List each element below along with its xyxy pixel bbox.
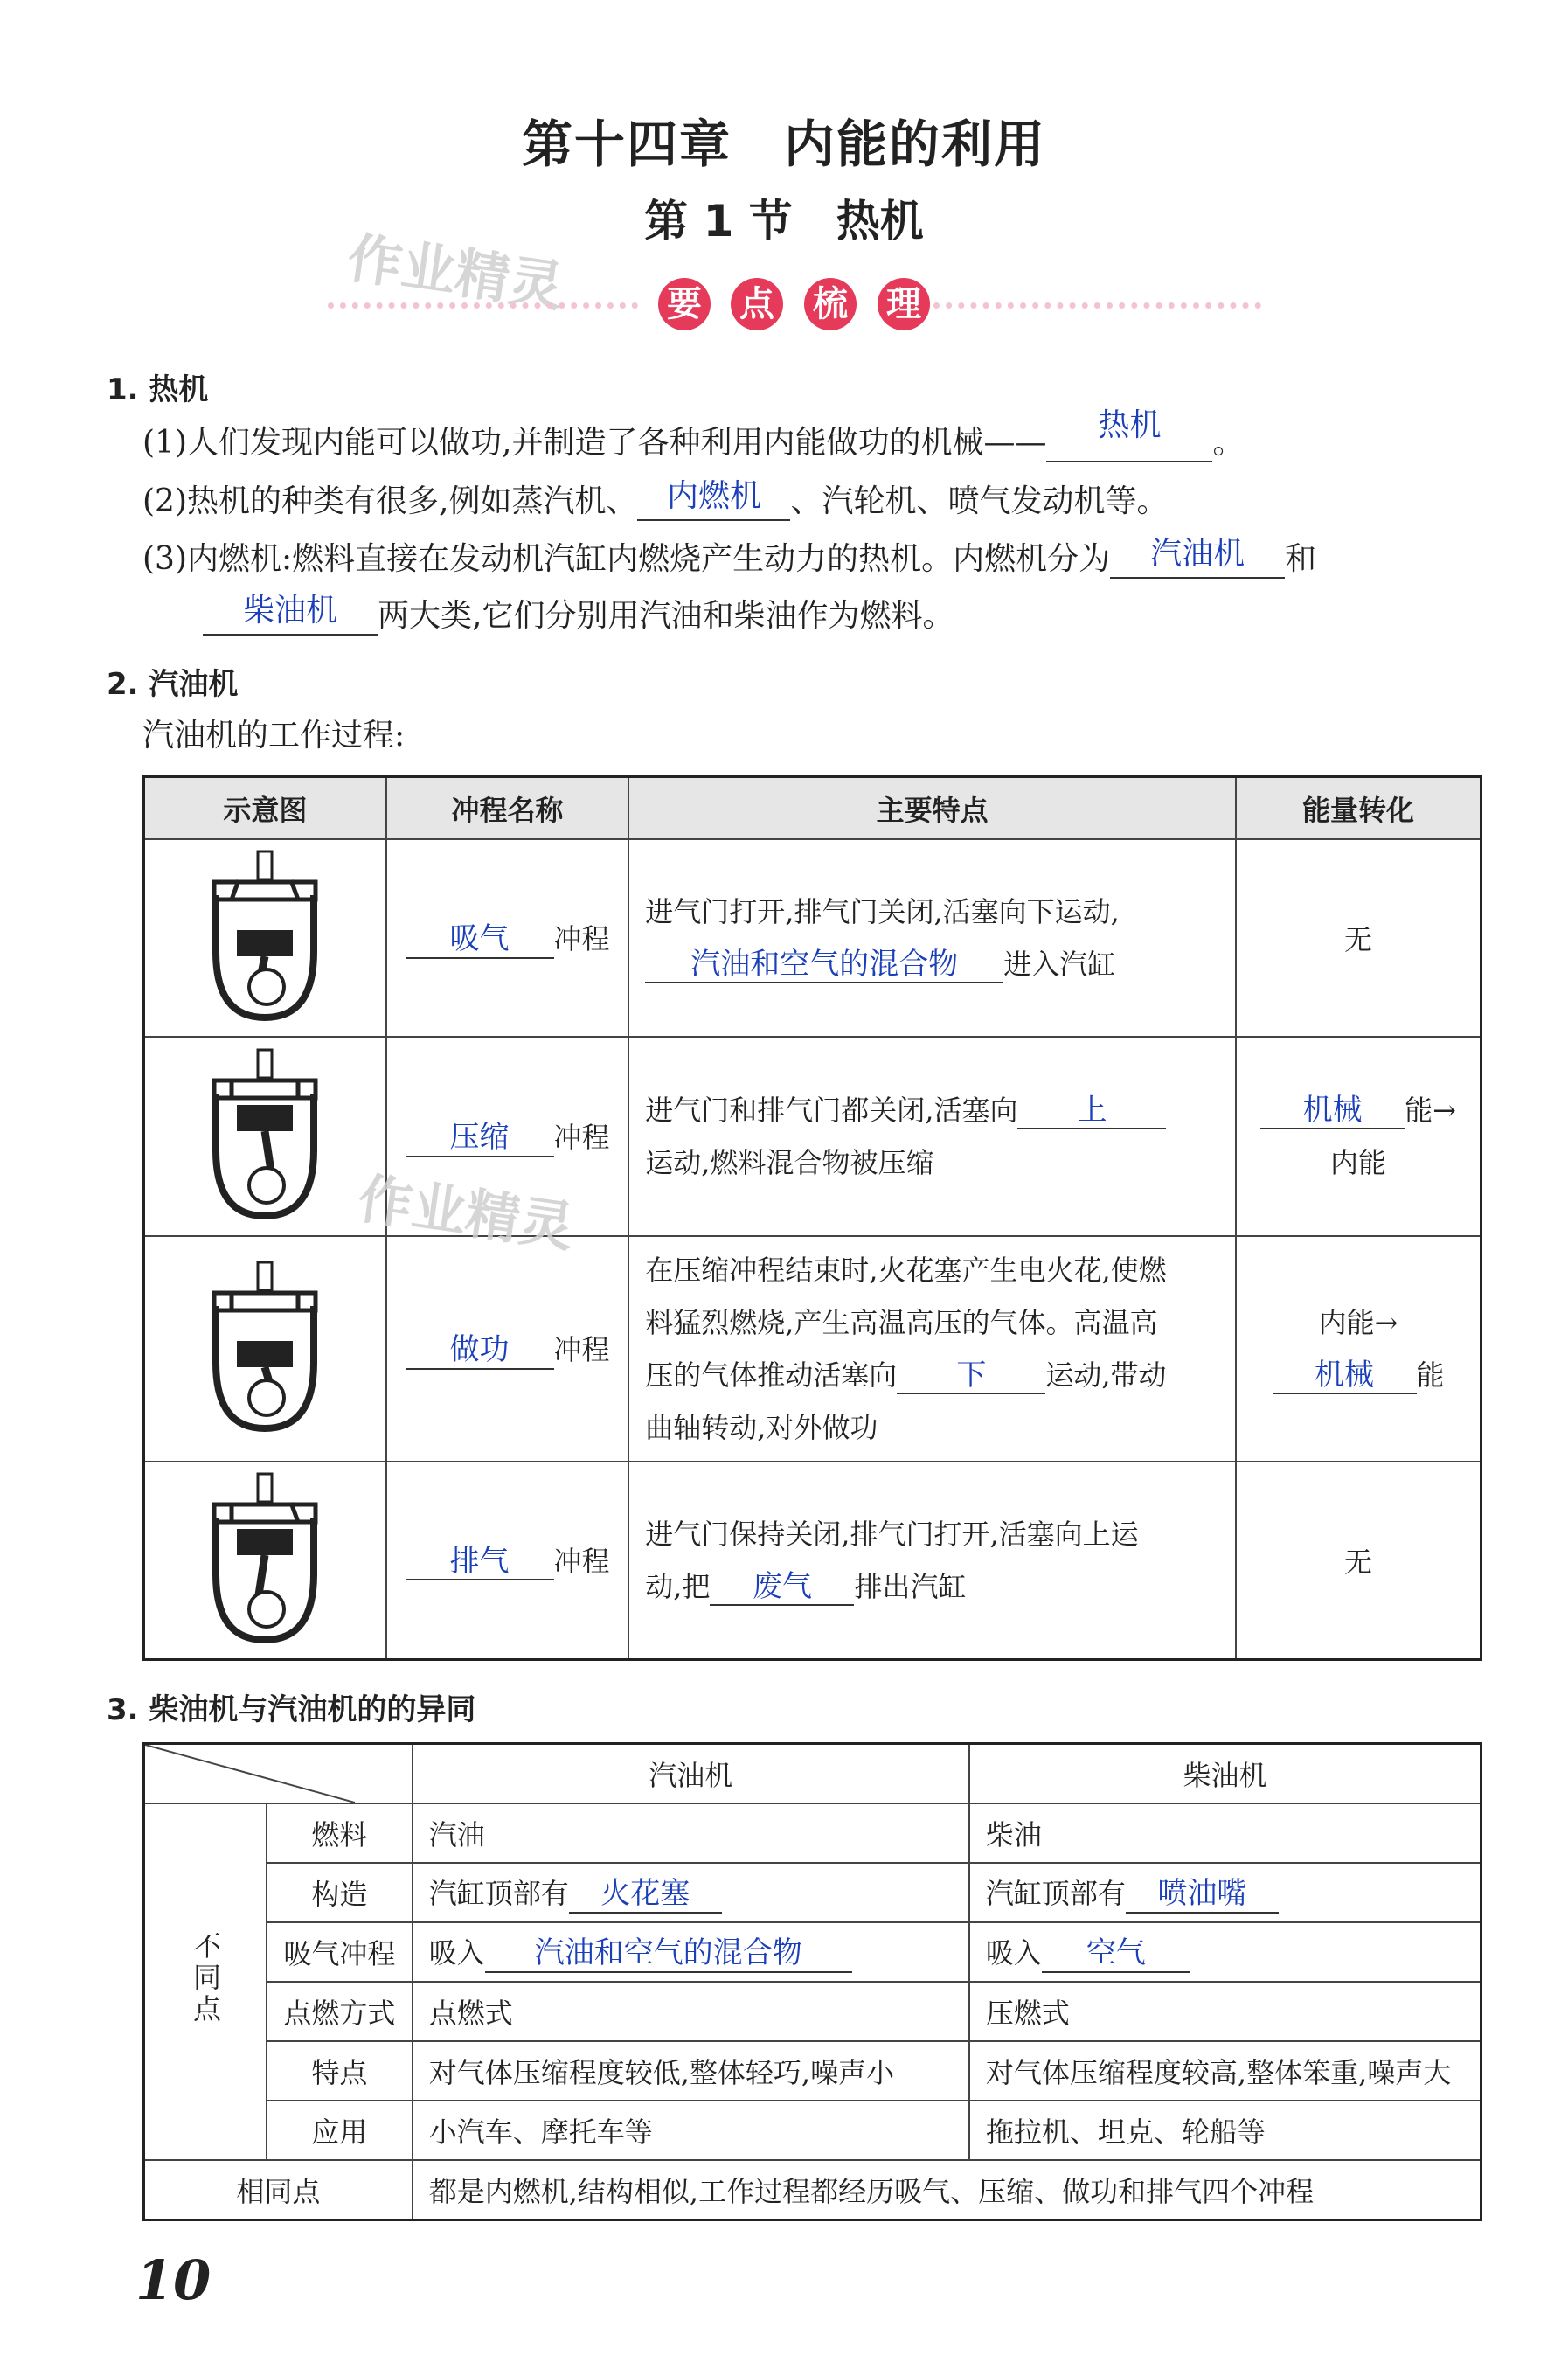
table-row: [144, 1037, 1481, 1236]
p1-end: 。: [1212, 425, 1245, 461]
feature-cell: [628, 1462, 1236, 1659]
feature-text: 进气门和排气门都关闭,活塞向: [645, 1094, 1018, 1127]
gas-cell: 汽油: [413, 1803, 969, 1863]
table-row: [144, 1863, 1481, 1922]
watermark: 作业精灵: [354, 1166, 579, 1260]
diesel-cell: 柴油: [969, 1803, 1481, 1863]
feature-line: 进气门打开,排气门关闭,活塞向下运动,: [645, 895, 1120, 928]
col-diesel: 柴油机: [969, 1744, 1481, 1804]
engine-diagram-power: [144, 1236, 386, 1462]
paragraph-3: [142, 536, 1317, 579]
feature-answer: 上: [1077, 1093, 1107, 1128]
header-feature: 主要特点: [628, 777, 1236, 840]
energy-cell: 无: [1236, 1462, 1481, 1659]
stroke-blank: [406, 1333, 554, 1369]
feature-cell: [628, 839, 1236, 1037]
diesel-cell: 压燃式: [969, 1982, 1481, 2041]
gasoline-engine-table: [142, 775, 1482, 1661]
divider-left: [328, 302, 638, 309]
same-points-cell: 都是内燃机,结构相似,工作过程都经历吸气、压缩、做功和排气四个冲程: [413, 2160, 1481, 2220]
feature-blank: [710, 1570, 854, 1606]
stroke-answer: 压缩: [449, 1120, 510, 1156]
different-points-text: 不同点: [189, 1931, 222, 2025]
diesel-blank: [1126, 1877, 1279, 1913]
row-label: 应用: [267, 2101, 413, 2160]
diesel-cell: [969, 1863, 1481, 1922]
gas-cell: 对气体压缩程度较低,整体轻巧,噪声小: [413, 2041, 969, 2101]
badge-shu: 梳: [804, 278, 857, 330]
gas-blank: [485, 1936, 852, 1972]
feature-line: 曲轴转动,对外做功: [645, 1411, 878, 1444]
header-stroke: 冲程名称: [386, 777, 628, 840]
gas-text: 吸入: [428, 1936, 485, 1970]
feature-line: [645, 1560, 1219, 1613]
p2-answer: 内燃机: [666, 478, 761, 514]
gas-cell: [413, 1863, 969, 1922]
feature-line: [645, 1084, 1219, 1136]
row-label: 吸气冲程: [267, 1922, 413, 1982]
row-label: 燃料: [267, 1803, 413, 1863]
stroke-name-cell: [386, 839, 628, 1037]
feature-answer: 汽油和空气的混合物: [690, 947, 959, 982]
energy-blank: [1273, 1358, 1417, 1394]
same-points-label: 相同点: [144, 2160, 413, 2220]
table-row: [144, 1462, 1481, 1659]
energy-line: [1238, 1084, 1479, 1136]
table-row: [144, 2101, 1481, 2160]
feature-blank: [1017, 1094, 1166, 1129]
engine-diagram-intake: [144, 839, 386, 1037]
engine-diagram-exhaust: [144, 1462, 386, 1659]
table-header-row: [144, 777, 1481, 840]
p2-blank: [637, 478, 790, 521]
diesel-cell: [969, 1922, 1481, 1982]
energy-line: [1238, 1349, 1479, 1401]
table-row: [144, 1922, 1481, 1982]
feature-blank: [897, 1358, 1045, 1394]
feature-cell: [628, 1037, 1236, 1236]
feature-line: 运动,燃料混合物被压缩: [645, 1146, 934, 1179]
feature-line: [645, 938, 1219, 990]
section-1-heading: 1. 热机: [107, 372, 209, 407]
gas-cell: [413, 1922, 969, 1982]
row-label: 点燃方式: [267, 1982, 413, 2041]
feature-text: 运动,带动: [1045, 1358, 1167, 1392]
diesel-cell: 拖拉机、坦克、轮船等: [969, 2101, 1481, 2160]
comparison-header-row: [144, 1744, 1481, 1804]
diesel-answer: 空气: [1086, 1935, 1146, 1971]
diesel-cell: 对气体压缩程度较高,整体笨重,噪声大: [969, 2041, 1481, 2101]
feature-blank: [645, 948, 1003, 983]
badge-dian: 点: [731, 278, 783, 330]
p2-text: (2)热机的种类有很多,例如蒸汽机、: [142, 483, 638, 519]
paragraph-3b: [203, 593, 954, 636]
feature-text: 压的气体推动活塞向: [645, 1358, 898, 1392]
p1-text: (1)人们发现内能可以做功,并制造了各种利用内能做功的机械——: [142, 425, 1047, 461]
stroke-suffix: 冲程: [553, 1121, 610, 1155]
stroke-suffix: 冲程: [553, 1333, 610, 1367]
engine-icon: [204, 847, 326, 1022]
section-2-intro: 汽油机的工作过程:: [142, 718, 406, 754]
p3-blank-2: [203, 593, 378, 636]
stroke-blank: [406, 922, 554, 958]
feature-text: 动,把: [645, 1569, 711, 1603]
gas-answer: 汽油和空气的混合物: [534, 1935, 802, 1971]
different-points-label: [144, 1803, 267, 2160]
feature-line: [645, 1349, 1219, 1401]
comparison-table: [142, 1742, 1482, 2221]
p3-answer-1: 汽油机: [1150, 536, 1245, 572]
diesel-text: 汽缸顶部有: [985, 1877, 1126, 1911]
row-label: 构造: [267, 1863, 413, 1922]
stroke-answer: 吸气: [449, 921, 510, 957]
badge-yao: 要: [658, 278, 711, 330]
engine-diagram-compression: [144, 1037, 386, 1236]
table-row: [144, 839, 1481, 1037]
table-row: [144, 1803, 1481, 1863]
paragraph-2: [142, 478, 1169, 521]
gas-blank: [569, 1877, 722, 1913]
energy-line: 内能: [1330, 1146, 1387, 1179]
p2-end: 、汽轮机、喷气发动机等。: [790, 483, 1169, 519]
energy-text: 能: [1416, 1358, 1445, 1392]
engine-icon: [204, 1469, 326, 1644]
stroke-answer: 做功: [449, 1332, 510, 1368]
table-row: [144, 2160, 1481, 2220]
energy-cell: [1236, 1236, 1481, 1462]
energy-line: 内能→: [1318, 1306, 1398, 1339]
diesel-answer: 喷油嘴: [1157, 1876, 1247, 1912]
engine-icon: [204, 1258, 326, 1433]
feature-text: 排出汽缸: [854, 1569, 967, 1603]
energy-text: 能→: [1405, 1094, 1456, 1127]
p3-answer-2: 柴油机: [242, 593, 337, 629]
col-gasoline: 汽油机: [413, 1744, 969, 1804]
page-number: 10: [135, 2248, 212, 2312]
table-row: [144, 1236, 1481, 1462]
stroke-name-cell: [386, 1236, 628, 1462]
stroke-name-cell: [386, 1462, 628, 1659]
table-row: [144, 1982, 1481, 2041]
diagonal-line: [145, 1745, 355, 1803]
chapter-title: 第十四章 内能的利用: [521, 115, 1046, 174]
stroke-suffix: 冲程: [553, 922, 610, 956]
divider-right: [933, 302, 1261, 309]
p3-text: (3)内燃机:燃料直接在发动机汽缸内燃烧产生动力的热机。内燃机分为: [142, 541, 1111, 577]
feature-answer: 废气: [752, 1568, 812, 1604]
gas-answer: 火花塞: [600, 1876, 690, 1912]
section-title: 第 1 节 热机: [644, 196, 924, 247]
header-diagram: 示意图: [144, 777, 386, 840]
paragraph-1: [142, 407, 1245, 462]
gas-cell: 小汽车、摩托车等: [413, 2101, 969, 2160]
section-2-heading: 2. 汽油机: [107, 667, 239, 702]
stroke-blank: [406, 1545, 554, 1580]
stroke-answer: 排气: [449, 1544, 510, 1580]
energy-answer: 机械: [1302, 1093, 1363, 1128]
watermark: 作业精灵: [343, 226, 568, 319]
badge-li: 理: [878, 278, 930, 330]
p1-blank: [1046, 407, 1212, 462]
row-label: 特点: [267, 2041, 413, 2101]
energy-blank: [1260, 1094, 1405, 1129]
gas-text: 汽缸顶部有: [428, 1877, 569, 1911]
p3-end: 两大类,它们分别用汽油和柴油作为燃料。: [378, 598, 954, 634]
stroke-blank: [406, 1121, 554, 1157]
energy-cell: [1236, 1037, 1481, 1236]
gas-cell: 点燃式: [413, 1982, 969, 2041]
table-row: [144, 2041, 1481, 2101]
feature-answer: 下: [956, 1358, 987, 1393]
stroke-suffix: 冲程: [553, 1545, 610, 1579]
p3-blank-1: [1110, 536, 1285, 579]
diagonal-corner-cell: [144, 1744, 413, 1804]
section-3-heading: 3. 柴油机与汽油机的的异同: [107, 1692, 476, 1727]
diesel-text: 吸入: [985, 1936, 1042, 1970]
feature-line: 进气门保持关闭,排气门打开,活塞向上运: [645, 1517, 1139, 1551]
feature-cell: [628, 1236, 1236, 1462]
p3-and: 和: [1285, 541, 1317, 577]
feature-line: 在压缩冲程结束时,火花塞产生电火花,使燃: [645, 1254, 1167, 1287]
p1-answer: 热机: [1098, 407, 1162, 443]
engine-icon: [204, 1046, 326, 1220]
header-energy: 能量转化: [1236, 777, 1481, 840]
feature-line: 料猛烈燃烧,产生高温高压的气体。高温高: [645, 1306, 1158, 1339]
feature-text: 进入汽缸: [1003, 948, 1116, 981]
diesel-blank: [1042, 1936, 1190, 1972]
energy-answer: 机械: [1315, 1358, 1375, 1393]
energy-cell: 无: [1236, 839, 1481, 1037]
